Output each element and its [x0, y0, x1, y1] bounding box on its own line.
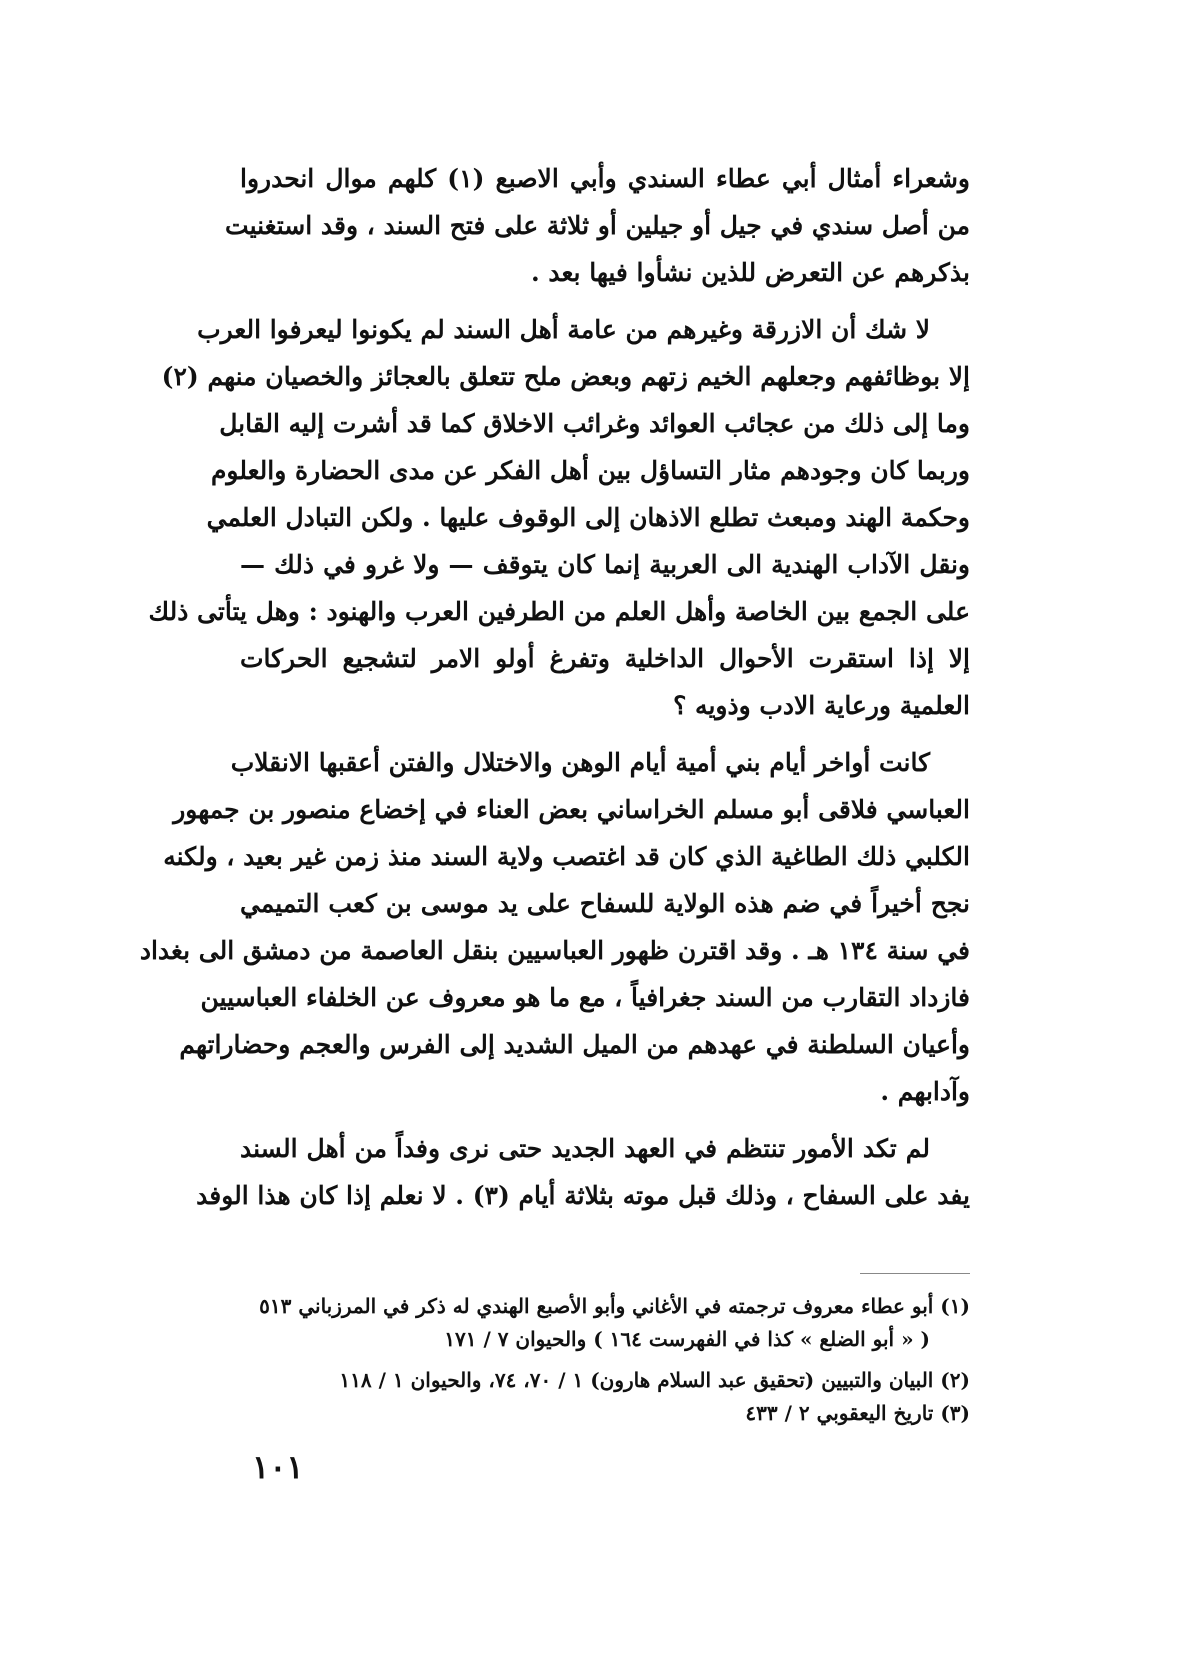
- text-line: ونقل الآداب الهندية الى العربية إنما كان يتوقف — ولا غرو في ذلك —: [240, 550, 970, 579]
- text-line: الكلبي ذلك الطاغية الذي كان قد اغتصب ولاية السند منذ زمن غير بعيد ، ولكنه: [163, 842, 970, 871]
- text-line: فازداد التقارب من السند جغرافياً ، مع ما هو معروف عن الخلفاء العباسيين: [200, 983, 970, 1012]
- text-line: على الجمع بين الخاصة وأهل العلم من الطرفين العرب والهنود : وهل يتأتى ذلك: [148, 597, 970, 626]
- text-line: وما إلى ذلك من عجائب العوائد وغرائب الاخلاق كما قد أشرت إليه القابل: [219, 409, 970, 438]
- footnote-separator: [860, 1273, 970, 1274]
- paragraph-gap: [240, 729, 970, 739]
- paragraph-4: [196, 1125, 970, 1219]
- footnote-3: (٣) تاريخ اليعقوبي ٢ / ٤٣٣: [745, 1401, 970, 1425]
- footnote-1-continuation: ( « أبو الضلع » كذا في الفهرست ١٦٤ ) والحيوان ٧ / ١٧١: [444, 1327, 930, 1351]
- text-line: وحكمة الهند ومبعث تطلع الاذهان إلى الوقوف عليها . ولكن التبادل العلمي: [206, 503, 970, 532]
- main-text: [139, 155, 971, 1219]
- text-line: في سنة ١٣٤ هـ . وقد اقترن ظهور العباسيين بنقل العاصمة من دمشق الى بغداد: [139, 936, 970, 965]
- text-line: من أصل سندي في جيل أو جيلين أو ثلاثة على فتح السند ، وقد استغنيت: [225, 211, 970, 240]
- footnote-1: (١) أبو عطاء معروف ترجمته في الأغاني وأبو الأصبع الهندي له ذكر في المرزباني ٥١٣: [259, 1294, 970, 1318]
- text-line: وآدابهم .: [880, 1077, 970, 1106]
- paragraph-1: [225, 155, 971, 296]
- paragraph-3: [139, 739, 970, 1115]
- text-line: العلمية ورعاية الادب وذويه ؟: [673, 691, 970, 720]
- text-line: يفد على السفاح ، وذلك قبل موته بثلاثة أيام (٣) . لا نعلم إذا كان هذا الوفد: [196, 1181, 970, 1210]
- text-line: وشعراء أمثال أبي عطاء السندي وأبي الاصبع (١) كلهم موال انحدروا: [240, 164, 971, 193]
- footnote-2: (٢) البيان والتبيين (تحقيق عبد السلام هارون) ١ / ٧٠، ٧٤، والحيوان ١ / ١١٨: [339, 1368, 970, 1392]
- text-line: وربما كان وجودهم مثار التساؤل بين أهل الفكر عن مدى الحضارة والعلوم: [210, 456, 970, 485]
- text-line: إلا بوظائفهم وجعلهم الخيم زتهم وبعض ملح تتعلق بالعجائز والخصيان منهم (٢): [161, 362, 970, 391]
- paragraph-gap: [240, 296, 970, 306]
- page-number: ١٠١: [252, 1448, 304, 1486]
- paragraph-2: [148, 306, 970, 729]
- paragraph-gap: [240, 1115, 970, 1125]
- text-line: بذكرهم عن التعرض للذين نشأوا فيها بعد .: [530, 258, 970, 287]
- text-line: العباسي فلاقى أبو مسلم الخراساني بعض العناء في إخضاع منصور بن جمهور: [173, 795, 970, 824]
- text-line: وأعيان السلطنة في عهدهم من الميل الشديد إلى الفرس والعجم وحضاراتهم: [179, 1030, 970, 1059]
- text-line: كانت أواخر أيام بني أمية أيام الوهن والاختلال والفتن أعقبها الانقلاب: [230, 748, 930, 777]
- footnotes: [240, 1290, 970, 1430]
- text-line: إلا إذا استقرت الأحوال الداخلية وتفرغ أولو الامر لتشجيع الحركات: [240, 644, 970, 673]
- text-line: لا شك أن الازرقة وغيرهم من عامة أهل السند لم يكونوا ليعرفوا العرب: [197, 315, 930, 344]
- text-line: لم تكد الأمور تنتظم في العهد الجديد حتى نرى وفداً من أهل السند: [240, 1134, 930, 1163]
- text-line: نجح أخيراً في ضم هذه الولاية للسفاح على يد موسى بن كعب التميمي: [240, 889, 970, 918]
